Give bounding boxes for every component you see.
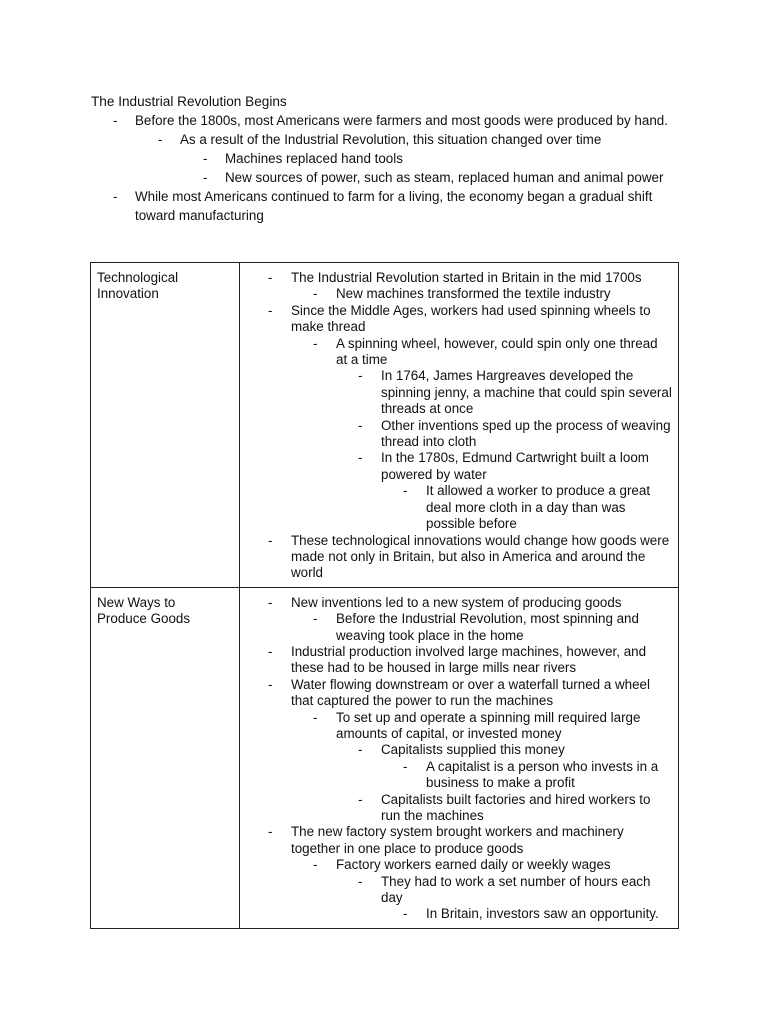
- topic-label: New Ways to Produce Goods: [97, 594, 191, 627]
- page-title: The Industrial Revolution Begins: [91, 94, 287, 109]
- list-item: - Capitalists built factories and hired workers to run the machines: [240, 792, 672, 825]
- notes-cell: [240, 587, 679, 928]
- list-item: - Other inventions sped up the process of weaving thread into cloth: [240, 418, 672, 451]
- topic-label: Technological Innovation: [97, 270, 179, 302]
- list-item: - Capitalists supplied this money: [240, 742, 672, 758]
- table-row: [91, 263, 679, 588]
- intro-list: [91, 111, 691, 225]
- notes-cell: [240, 263, 679, 588]
- list-item: - Before the 1800s, most Americans were farmers and most goods were produced by hand.: [91, 111, 691, 130]
- list-item: - The Industrial Revolution started in Britain in the mid 1700s: [240, 270, 672, 286]
- list-item: - The new factory system brought workers and machinery together in one place to produce goods: [240, 824, 672, 857]
- list-item: - Before the Industrial Revolution, most spinning and weaving took place in the home: [240, 611, 672, 644]
- list-item: - New machines transformed the textile industry: [240, 286, 672, 302]
- topic-cell: [91, 587, 240, 928]
- list-item: - In 1764, James Hargreaves developed the spinning jenny, a machine that could spin several threads at once: [240, 368, 672, 417]
- list-item: - New inventions led to a new system of producing goods: [240, 595, 672, 611]
- topic-cell: [91, 263, 240, 588]
- list-item: - They had to work a set number of hours each day: [240, 874, 672, 907]
- list-item: - While most Americans continued to farm for a living, the economy began a gradual shift toward manufacturing: [91, 187, 691, 225]
- list-item: - Since the Middle Ages, workers had used spinning wheels to make thread: [240, 303, 672, 336]
- list-item: - Machines replaced hand tools: [91, 149, 691, 168]
- list-item: - A capitalist is a person who invests in a business to make a profit: [240, 759, 672, 792]
- list-item: - Factory workers earned daily or weekly wages: [240, 857, 672, 873]
- list-item: - New sources of power, such as steam, replaced human and animal power: [91, 168, 691, 187]
- list-item: - It allowed a worker to produce a great deal more cloth in a day than was possible before: [240, 483, 672, 532]
- list-item: - A spinning wheel, however, could spin only one thread at a time: [240, 336, 672, 369]
- list-item: - Industrial production involved large machines, however, and these had to be housed in large mills near rivers: [240, 644, 672, 677]
- notes-table: [90, 262, 679, 929]
- table-row: [91, 587, 679, 928]
- list-item: - These technological innovations would change how goods were made not only in Britain, but also in America and around the world: [240, 533, 672, 582]
- list-item: - To set up and operate a spinning mill required large amounts of capital, or invested money: [240, 710, 672, 743]
- list-item: - Water flowing downstream or over a waterfall turned a wheel that captured the power to run the machines: [240, 677, 672, 710]
- list-item: - As a result of the Industrial Revolution, this situation changed over time: [91, 130, 691, 149]
- list-item: - In the 1780s, Edmund Cartwright built a loom powered by water: [240, 450, 672, 483]
- list-item: - In Britain, investors saw an opportunity.: [240, 906, 672, 922]
